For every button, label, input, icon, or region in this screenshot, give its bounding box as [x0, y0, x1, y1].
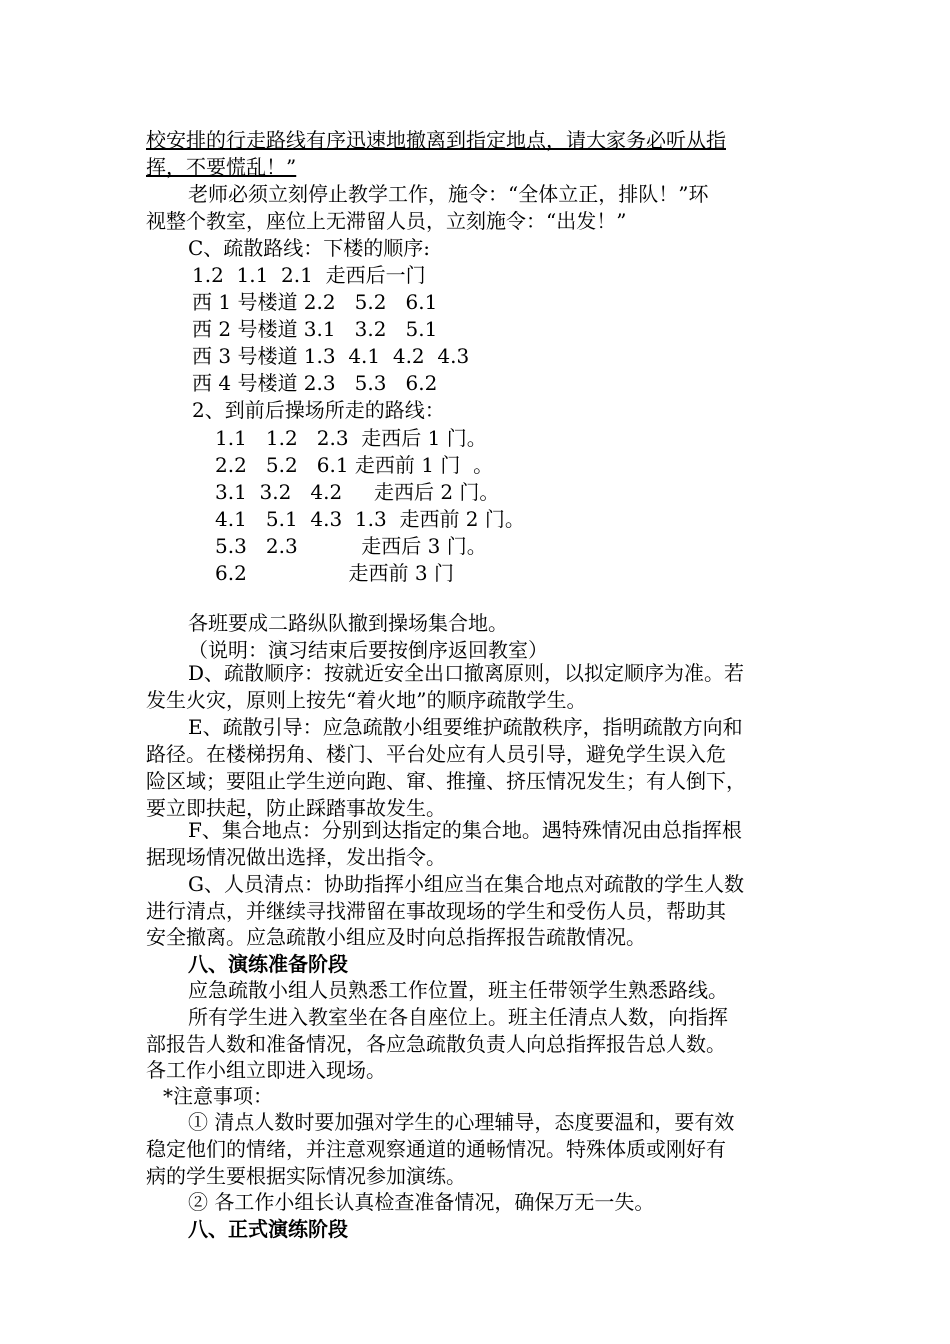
text-line: 校安排的行走路线有序迅速地撤离到指定地点，请大家务必听从指 — [146, 128, 726, 152]
section-heading: 八、正式演练阶段 — [188, 1217, 348, 1241]
text-line: 1.1 1.2 2.3 走西后 1 门。 — [215, 426, 487, 450]
text-line: C、疏散路线：下楼的顺序: — [188, 236, 431, 260]
text-line: 稳定他们的情绪，并注意观察通道的通畅情况。特殊体质或刚好有 — [146, 1137, 726, 1161]
text-line: 据现场情况做出选择，发出指令。 — [146, 845, 446, 869]
text-line: 所有学生进入教室坐在各自座位上。班主任清点人数，向指挥 — [188, 1005, 728, 1029]
text-line: 6.2 走西前 3 门 — [215, 561, 454, 585]
text-line: （说明：演习结束后要按倒序返回教室） — [188, 638, 548, 662]
text-line: D、疏散顺序：按就近安全出口撤离原则，以拟定顺序为准。若 — [188, 661, 745, 685]
text-line: 西 1 号楼道 2.2 5.2 6.1 — [192, 290, 438, 314]
text-line: 险区域；要阻止学生逆向跑、窜、推撞、挤压情况发生；有人倒下， — [146, 769, 746, 793]
text-line: 安全撤离。应急疏散小组应及时向总指挥报告疏散情况。 — [146, 925, 646, 949]
text-line: E、疏散引导：应急疏散小组要维护疏散秩序，指明疏散方向和 — [188, 715, 743, 739]
text-line: 3.1 3.2 4.2 走西后 2 门。 — [215, 480, 500, 504]
text-line: 2、到前后操场所走的路线： — [192, 398, 445, 422]
notes-heading: *注意事项： — [163, 1084, 273, 1108]
text-line: 西 2 号楼道 3.1 3.2 5.1 — [192, 317, 438, 341]
text-line: 路径。在楼梯拐角、楼门、平台处应有人员引导，避免学生误入危 — [146, 742, 726, 766]
text-line: ① 清点人数时要加强对学生的心理辅导，态度要温和，要有效 — [188, 1110, 735, 1134]
text-line: G、人员清点：协助指挥小组应当在集合地点对疏散的学生人数 — [188, 872, 744, 896]
text-line: 西 4 号楼道 2.3 5.3 6.2 — [192, 371, 438, 395]
text-line: F、集合地点：分别到达指定的集合地。遇特殊情况由总指挥根 — [188, 818, 742, 842]
text-line: 应急疏散小组人员熟悉工作位置，班主任带领学生熟悉路线。 — [188, 978, 728, 1002]
text-line: 1.2 1.1 2.1 走西后一门 — [192, 263, 426, 287]
text-line: 西 3 号楼道 1.3 4.1 4.2 4.3 — [192, 344, 470, 368]
section-heading: 八、演练准备阶段 — [188, 952, 348, 976]
text-line: 老师必须立刻停止教学工作，施令：“全体立正，排队！”环 — [188, 182, 709, 206]
text-line: 各班要成二路纵队撤到操场集合地。 — [188, 611, 508, 635]
text-line: 5.3 2.3 走西后 3 门。 — [215, 534, 487, 558]
text-line: ② 各工作小组长认真检查准备情况，确保万无一失。 — [188, 1190, 655, 1214]
text-line: 4.1 5.1 4.3 1.3 走西前 2 门。 — [215, 507, 525, 531]
text-line: 视整个教室，座位上无滞留人员，立刻施令：“出发！” — [146, 209, 627, 233]
text-line: 发生火灾，原则上按先“着火地”的顺序疏散学生。 — [146, 688, 587, 712]
text-line: 病的学生要根据实际情况参加演练。 — [146, 1164, 466, 1188]
text-line: 部报告人数和准备情况，各应急疏散负责人向总指挥报告总人数。 — [146, 1032, 726, 1056]
text-line: 进行清点，并继续寻找滞留在事故现场的学生和受伤人员，帮助其 — [146, 899, 726, 923]
text-line: 要立即扶起，防止踩踏事故发生。 — [146, 796, 446, 820]
text-line: 挥，不要慌乱！” — [146, 155, 297, 179]
text-line: 2.2 5.2 6.1 走西前 1 门 。 — [215, 453, 494, 477]
text-line: 各工作小组立即进入现场。 — [146, 1058, 386, 1082]
